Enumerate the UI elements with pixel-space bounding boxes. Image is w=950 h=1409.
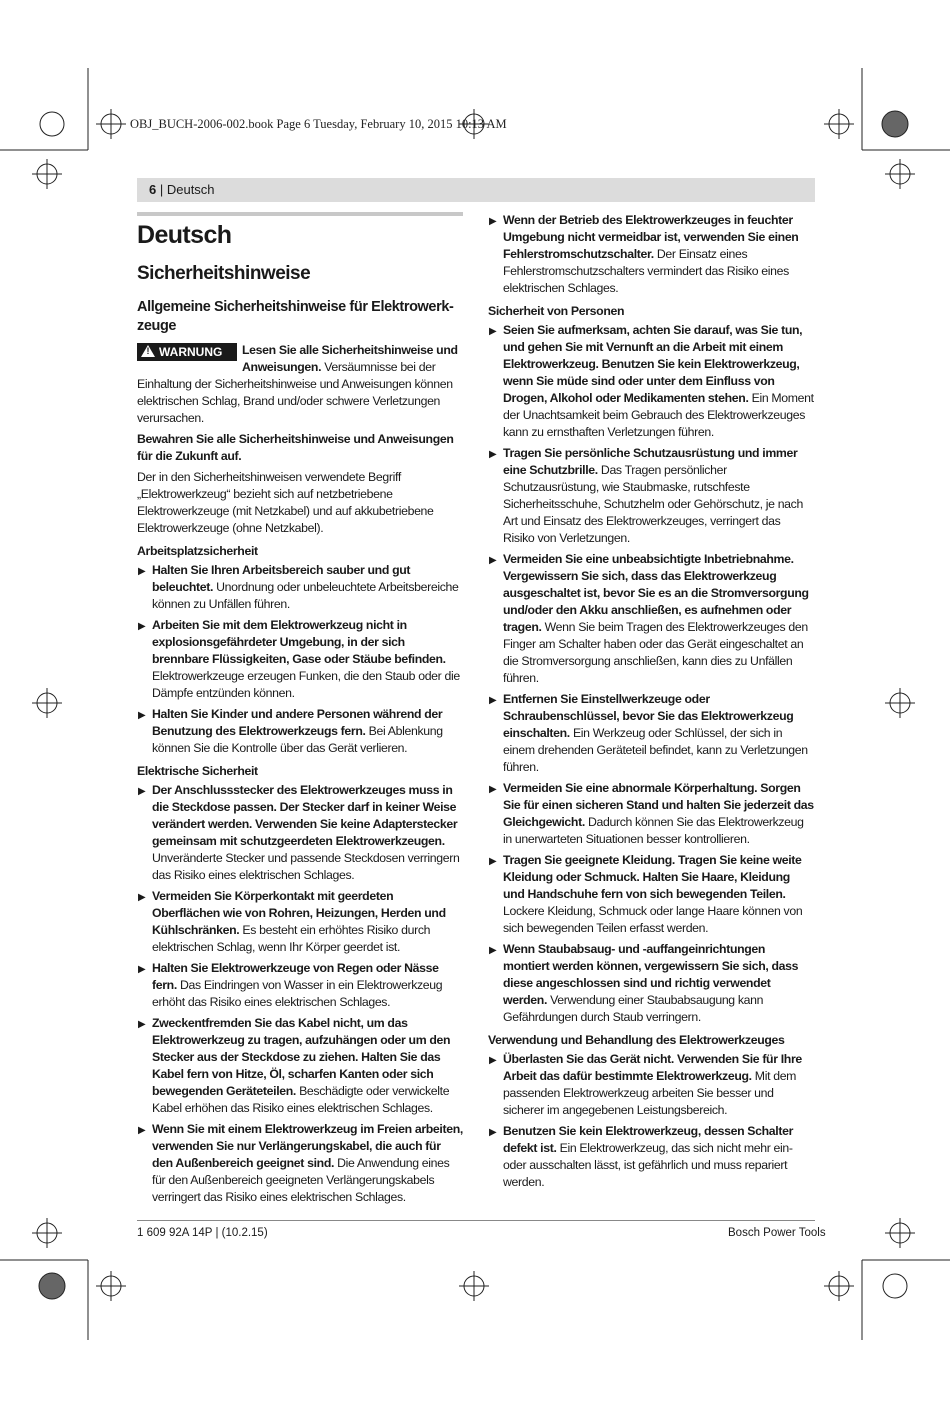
bullet-triangle-icon: ▶: [138, 1019, 146, 1030]
bullet-triangle-icon: ▶: [489, 856, 497, 867]
definition-text: Der in den Sicherheitshinweisen verwendete Begriff „Elektrowerkzeug“ bezieht sich auf netzbetriebene Elektrowerkzeuge (mit Netzkabel) und auf akkubetriebene Elektrowerkzeuge (ohne Netzkabel).: [137, 470, 434, 535]
page-number: 6: [149, 182, 157, 197]
warning-badge-label: WARNUNG: [159, 345, 223, 359]
bullet-triangle-icon: ▶: [489, 1127, 497, 1138]
list-item: [488, 551, 814, 687]
footer-brand: Bosch Power Tools: [728, 1227, 826, 1239]
list-item: [137, 782, 463, 884]
item-bold: Arbeiten Sie mit dem Elektrowerkzeug nicht in explosionsgefährdeter Umgebung, in der sich brennbare Flüssigkeiten, Gase oder Stäube befinden.: [152, 618, 446, 666]
item-text: Dadurch können Sie das Elektrowerkzeug in unerwarteten Situationen besser kontrollieren.: [503, 815, 804, 846]
warning-badge: [137, 343, 237, 361]
warning-triangle-icon: !: [141, 345, 155, 357]
list-item: [488, 322, 814, 441]
bullet-triangle-icon: ▶: [138, 621, 146, 632]
bullet-triangle-icon: ▶: [138, 566, 146, 577]
section-title-personal: Sicherheit von Personen: [488, 304, 625, 318]
item-bold: Seien Sie aufmerksam, achten Sie darauf, was Sie tun, und gehen Sie mit Vernunft an die Arbeit mit einem Elektrowerkzeug. Benutzen Sie kein Elektrowerkzeug, wenn Sie müde sind oder unter dem Einfluss von Drogen, Alkohol oder Medikamenten stehen.: [503, 323, 803, 405]
list-item: [488, 780, 814, 848]
item-text: Unordnung oder unbeleuchtete Arbeitsbereiche können zu Unfällen führen.: [152, 580, 459, 611]
header-language: Deutsch: [166, 182, 215, 197]
item-text: Elektrowerkzeuge erzeugen Funken, die den Staub oder die Dämpfe entzünden können.: [152, 669, 460, 700]
item-bold: Wenn Staubabsaug- und -auffangeinrichtungen montiert werden können, vergewissern Sie sich, dass diese angeschlossen sind und richtig verwendet werden.: [503, 942, 799, 1007]
item-bold: Halten Sie Elektrowerkzeuge von Regen oder Nässe fern.: [152, 961, 439, 992]
section-title-electrical: Elektrische Sicherheit: [137, 764, 258, 778]
item-bold: Vermeiden Sie eine abnormale Körperhaltung. Sorgen Sie für einen sicheren Stand und halten Sie jederzeit das Gleichgewicht.: [503, 781, 814, 829]
item-bold: Entfernen Sie Einstellwerkzeuge oder Schraubenschlüssel, bevor Sie das Elektrowerkzeug einschalten.: [503, 692, 794, 740]
footer-rule: [137, 1220, 815, 1221]
bullet-triangle-icon: ▶: [489, 945, 497, 956]
list-item: [137, 960, 463, 1011]
list-item: [488, 1123, 814, 1191]
bullet-triangle-icon: ▶: [138, 786, 146, 797]
page-subtitle: Sicherheitshinweise: [137, 263, 311, 284]
item-bold: Tragen Sie persönliche Schutzausrüstung und immer eine Schutzbrille.: [503, 446, 798, 477]
bullet-triangle-icon: ▶: [489, 1055, 497, 1066]
item-text: Mit dem passenden Elektrowerkzeug arbeiten Sie besser und sicherer im angegebenen Leistungsbereich.: [503, 1069, 797, 1117]
item-text: Wenn Sie beim Tragen des Elektrowerkzeuges den Finger am Schalter haben oder das Gerät eingeschaltet an die Stromversorgung anschließen, kann dies zu Unfällen führen.: [503, 620, 808, 685]
item-bold: Halten Sie Kinder und andere Personen während der Benutzung des Elektrowerkzeugs fern.: [152, 707, 443, 738]
bullet-triangle-icon: ▶: [489, 695, 497, 706]
item-bold: Wenn der Betrieb des Elektrowerkzeuges in feuchter Umgebung nicht vermeidbar ist, verwenden Sie einen Fehlerstromschutzschalter.: [503, 213, 799, 261]
bullet-triangle-icon: ▶: [138, 710, 146, 721]
list-item: [488, 1051, 814, 1119]
item-text: Ein Elektrowerkzeug, das sich nicht mehr ein- oder ausschalten lässt, ist gefährlich und muss repariert werden.: [503, 1141, 793, 1189]
title-rule: [137, 212, 463, 216]
item-text: Es besteht ein erhöhtes Risiko durch elektrischen Schlag, wenn Ihr Körper geerdet ist.: [152, 923, 431, 954]
list-item: [488, 212, 814, 297]
item-bold: Benutzen Sie kein Elektrowerkzeug, dessen Schalter defekt ist.: [503, 1124, 794, 1155]
item-bold: Wenn Sie mit einem Elektrowerkzeug im Freien arbeiten, verwenden Sie nur Verlängerungskabel, die auch für den Außenbereich geeignet sind.: [152, 1122, 463, 1170]
section-title-usage: Verwendung und Behandlung des Elektrowerkzeuges: [488, 1033, 785, 1047]
item-text: Lockere Kleidung, Schmuck oder lange Haare können von sich bewegenden Teilen erfasst werden.: [503, 904, 803, 935]
bullet-triangle-icon: ▶: [489, 326, 497, 337]
item-bold: Zweckentfremden Sie das Kabel nicht, um das Elektrowerkzeug zu tragen, aufzuhängen oder um den Stecker aus der Steckdose zu ziehen. Halten Sie das Kabel fern von Hitze, Öl, scharfen Kanten oder sich bewegenden Geräteteilen.: [152, 1016, 451, 1098]
left-column: [137, 212, 463, 1210]
item-text: Der Einsatz eines Fehlerstromschutzschalters vermindert das Risiko eines elektrischen Schlages.: [503, 247, 789, 295]
right-column: [488, 212, 814, 1195]
item-text: Das Eindringen von Wasser in ein Elektrowerkzeug erhöht das Risiko eines elektrischen Schlages.: [152, 978, 443, 1009]
list-item: [137, 562, 463, 613]
item-text: Beschädigte oder verwickelte Kabel erhöhen das Risiko eines elektrischen Schlages.: [152, 1084, 450, 1115]
item-text: Ein Werkzeug oder Schlüssel, der sich in einem drehenden Geräteteil befindet, kann zu Verletzungen führen.: [503, 726, 808, 774]
item-bold: Tragen Sie geeignete Kleidung. Tragen Sie keine weite Kleidung oder Schmuck. Halten Sie Haare, Kleidung und Handschuhe fern von sich bewegenden Teilen.: [503, 853, 802, 901]
page-title: Deutsch: [137, 221, 232, 249]
bullet-triangle-icon: ▶: [138, 1125, 146, 1136]
item-text: Bei Ablenkung können Sie die Kontrolle über das Gerät verlieren.: [152, 724, 443, 755]
footer-doc-code: 1 609 92A 14P | (10.2.15): [137, 1227, 268, 1239]
item-bold: Vermeiden Sie Körperkontakt mit geerdeten Oberflächen wie von Rohren, Heizungen, Herden und Kühlschränken.: [152, 889, 446, 937]
item-bold: Überlasten Sie das Gerät nicht. Verwenden Sie für Ihre Arbeit das dafür bestimmte Elektrowerkzeug.: [503, 1052, 802, 1083]
print-info-line: OBJ_BUCH-2006-002.book Page 6 Tuesday, February 10, 2015 10:13 AM: [130, 117, 507, 131]
item-text: Unveränderte Stecker und passende Steckdosen verringern das Risiko eines elektrischen Schlages.: [152, 851, 460, 882]
list-item: [137, 888, 463, 956]
list-item: [137, 706, 463, 757]
bullet-triangle-icon: ▶: [489, 216, 497, 227]
bullet-triangle-icon: ▶: [138, 892, 146, 903]
list-item: [488, 445, 814, 547]
item-text: Verwendung einer Staubabsaugung kann Gefährdungen durch Staub verringern.: [503, 993, 764, 1024]
header-separator: |: [156, 182, 167, 197]
bullet-triangle-icon: ▶: [138, 964, 146, 975]
page-header: [137, 178, 815, 202]
list-item: [137, 1121, 463, 1206]
list-item: [488, 852, 814, 937]
warning-text: Versäumnisse bei der Einhaltung der Sicherheitshinweise und Anweisungen können elektrischen Schlag, Brand und/oder schwere Verletzungen verursachen.: [137, 360, 453, 425]
section-title-workplace: Arbeitsplatzsicherheit: [137, 544, 258, 558]
keep-notice: Bewahren Sie alle Sicherheitshinweise und Anweisungen für die Zukunft auf.: [137, 432, 454, 463]
bullet-triangle-icon: ▶: [489, 449, 497, 460]
section-heading: Allgemeine Sicherheitshinweise für Elektrowerk-zeuge: [137, 299, 454, 334]
item-text: Das Tragen persönlicher Schutzausrüstung, wie Staubmaske, rutschfeste Sicherheitsschuhe, Schutzhelm oder Gehörschutz, je nach Art und Einsatz des Elektrowerkzeuges, verringert das Risiko von Verletzungen.: [503, 463, 803, 545]
list-item: [488, 691, 814, 776]
list-item: [488, 941, 814, 1026]
list-item: [137, 617, 463, 702]
item-text: Die Anwendung eines für den Außenbereich geeigneten Verlängerungskabels verringert das Risiko eines elektrischen Schlages.: [152, 1156, 450, 1204]
item-bold: Halten Sie Ihren Arbeitsbereich sauber und gut beleuchtet.: [152, 563, 411, 594]
bullet-triangle-icon: ▶: [489, 784, 497, 795]
warning-bold: Lesen Sie alle Sicherheitshinweise und Anweisungen.: [242, 343, 458, 374]
item-text: Ein Moment der Unachtsamkeit beim Gebrauch des Elektrowerkzeuges kann zu ernsthaften Verletzungen führen.: [503, 391, 814, 439]
list-item: [137, 1015, 463, 1117]
item-bold: Der Anschlussstecker des Elektrowerkzeuges muss in die Steckdose passen. Der Stecker darf in keiner Weise verändert werden. Verwenden Sie keine Adapterstecker gemeinsam mit schutzgeerdeten Elektrowerkzeugen.: [152, 783, 458, 848]
item-bold: Vermeiden Sie eine unbeabsichtigte Inbetriebnahme. Vergewissern Sie sich, dass das Elektrowerkzeug ausgeschaltet ist, bevor Sie es an die Stromversorgung und/oder den Akku anschließen, es aufnehmen oder tragen.: [503, 552, 809, 634]
warning-paragraph: [137, 342, 463, 427]
bullet-triangle-icon: ▶: [489, 555, 497, 566]
